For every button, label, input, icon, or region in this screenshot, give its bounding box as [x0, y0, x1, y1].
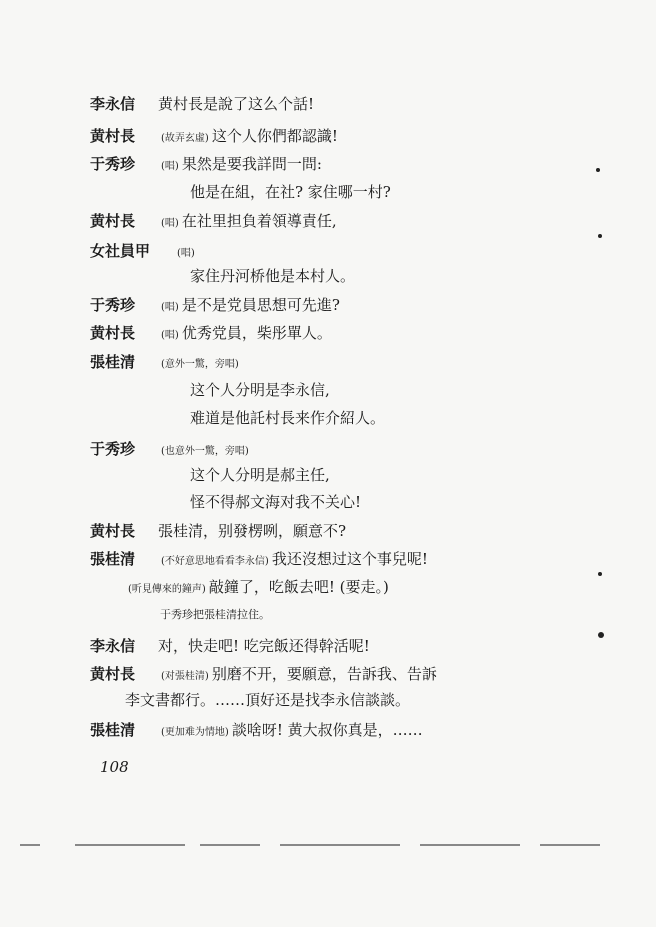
dialogue-line: [90, 211, 337, 234]
ink-speck: [596, 168, 600, 172]
stage-note-text: 于秀珍把張桂清拉住。: [160, 608, 270, 621]
ink-speck: [598, 632, 604, 638]
dialogue-line: [90, 94, 314, 114]
speaker-name: 黄村長: [90, 324, 136, 342]
verse-line: [190, 266, 355, 286]
dialogue-line: [90, 154, 322, 177]
stage-direction: (听見傳來的鐘声): [128, 584, 206, 595]
scan-artifact: [200, 844, 260, 846]
speaker-name: 李永信: [90, 637, 136, 655]
dialogue-line: [90, 720, 423, 743]
stage-direction: (唱): [161, 330, 179, 341]
stage-direction: (唱): [161, 302, 179, 313]
page-number: 108: [100, 758, 129, 776]
dialogue-text: 在社里担負着領導責任,: [181, 212, 337, 230]
dialogue-text: 这个人分明是李永信,: [190, 381, 330, 399]
dialogue-text: 是不是党員思想可先進?: [181, 296, 340, 314]
stage-direction: (也意外一驚，旁唱): [161, 446, 249, 457]
verse-line: [190, 408, 385, 428]
speaker-name: 黄村長: [90, 522, 136, 540]
speaker-name: 于秀珍: [90, 296, 136, 314]
stage-direction: (更加难为情地): [161, 727, 229, 738]
dialogue-text: 果然是要我詳問一問:: [181, 155, 322, 173]
stage-direction: (唱): [161, 161, 179, 172]
scan-artifact: [540, 844, 600, 846]
stage-direction: (不好意思地看看李永信): [161, 556, 269, 567]
dialogue-text: 張桂清，别發楞咧，願意不?: [158, 522, 347, 540]
ink-speck: [598, 234, 602, 238]
speaker-name: 于秀珍: [90, 155, 136, 173]
dialogue-text: 对，快走吧! 吃完飯还得幹活呢!: [158, 637, 370, 655]
dialogue-line: [90, 295, 340, 318]
speaker-name: 于秀珍: [90, 440, 136, 458]
verse-line: [190, 465, 330, 485]
ink-speck: [598, 572, 602, 576]
dialogue-line: [90, 323, 332, 346]
dialogue-text: 这个人分明是郝主任,: [190, 466, 330, 484]
speaker-name: 李永信: [90, 95, 136, 113]
speaker-name: 黄村長: [90, 665, 136, 683]
dialogue-line: [90, 352, 242, 375]
speaker-name: 張桂清: [90, 550, 136, 568]
dialogue-line: [90, 126, 338, 149]
speaker-name: 黄村長: [90, 127, 136, 145]
speaker-name: 女社員甲: [90, 242, 151, 260]
dialogue-text: 敲鐘了，吃飯去吧! (要走。): [208, 578, 389, 596]
verse-line: [190, 182, 391, 202]
speaker-name: 黄村長: [90, 212, 136, 230]
dialogue-text: 这个人你們都認識!: [211, 127, 338, 145]
speaker-name: 張桂清: [90, 353, 136, 371]
verse-line: [190, 380, 330, 400]
scan-artifact: [20, 844, 40, 846]
stage-direction: (唱): [161, 218, 179, 229]
dialogue-text: 我还沒想过这个事兒呢!: [271, 550, 428, 568]
dialogue-line: [90, 241, 198, 264]
dialogue-line: [90, 521, 346, 541]
dialogue-line: [90, 549, 428, 572]
dialogue-line: [90, 664, 437, 687]
verse-line: [190, 492, 361, 512]
stage-note: [160, 605, 270, 625]
dialogue-text: 怪不得郝文海对我不关心!: [190, 493, 362, 511]
dialogue-text: 他是在組，在社? 家住哪一村?: [190, 183, 391, 201]
scan-artifact: [75, 844, 185, 846]
scan-artifact: [420, 844, 520, 846]
dialogue-text: 談啥呀! 黄大叔你真是，……: [231, 721, 423, 739]
dialogue-text: 别磨不开，要願意，告訴我、告訴: [211, 665, 437, 683]
stage-direction: (意外一驚，旁唱): [161, 359, 239, 370]
dialogue-text: 难道是他託村長来作介紹人。: [190, 409, 386, 427]
continuation-line: [125, 690, 410, 710]
stage-direction: (对張桂清): [161, 671, 209, 682]
dialogue-line: [90, 636, 370, 656]
continuation-line: [125, 577, 389, 600]
dialogue-text: 黄村長是說了这么个話!: [158, 95, 315, 113]
stage-direction: (故弄玄虛): [161, 133, 209, 144]
dialogue-text: 李文書都行。……頂好还是找李永信談談。: [125, 691, 411, 709]
speaker-name: 張桂清: [90, 721, 136, 739]
stage-direction: (唱): [177, 248, 195, 259]
dialogue-text: 家住丹河桥他是本村人。: [190, 267, 356, 285]
dialogue-line: [90, 439, 252, 462]
dialogue-text: 优秀党員，柴彤單人。: [181, 324, 332, 342]
scan-artifact: [280, 844, 400, 846]
